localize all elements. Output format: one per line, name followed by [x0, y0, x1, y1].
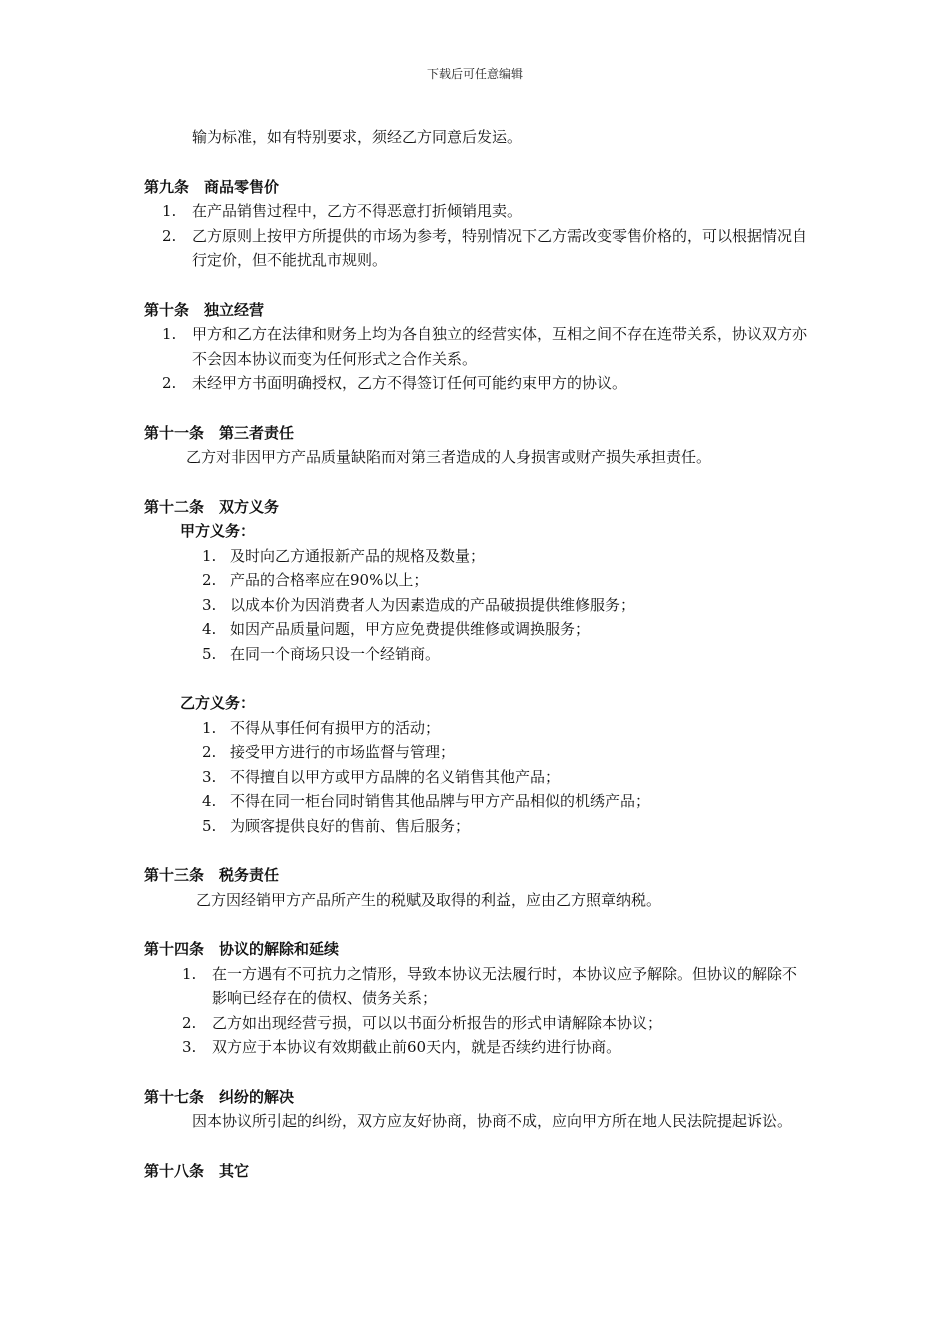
item-text: 乙方如出现经营亏损，可以以书面分析报告的形式申请解除本协议； [212, 1013, 663, 1032]
item-number: 1. [202, 718, 217, 737]
article-9-heading: 第九条 商品零售价 [144, 177, 280, 196]
item-number: 5. [202, 816, 217, 835]
item-text: 在产品销售过程中，乙方不得恶意打折倾销甩卖。 [192, 202, 523, 220]
item-number: 2. [162, 226, 177, 245]
item-number: 4. [202, 620, 217, 638]
item-number: 2. [202, 571, 217, 589]
item-text: 不得擅自以甲方或甲方品牌的名义销售其他产品； [230, 767, 561, 786]
item-text: 乙方原则上按甲方所提供的市场为参考，特别情况下乙方需改变零售价格的，可以根据情况自行定价，但不能扰乱市规则。 [192, 226, 808, 269]
item-number: 3. [202, 595, 217, 614]
article-11-heading: 第十一条 第三者责任 [144, 423, 295, 442]
item-number: 2. [182, 1013, 197, 1032]
item-text: 产品的合格率应在90%以上； [230, 571, 429, 589]
document-body [144, 125, 808, 1183]
article-14-heading: 第十四条 协议的解除和延续 [144, 940, 340, 958]
item-number: 1. [202, 546, 217, 565]
item-number: 5. [202, 644, 217, 663]
list-item [144, 716, 808, 741]
item-text: 及时向乙方通报新产品的规格及数量； [230, 546, 486, 565]
item-text: 以成本价为因消费者人为因素造成的产品破损提供维修服务； [230, 595, 636, 614]
list-item [144, 1035, 808, 1060]
list-item [144, 789, 808, 814]
list-item [144, 962, 808, 1011]
article-11-text: 乙方对非因甲方产品质量缺陷而对第三者造成的人身损害或财产损失承担责任。 [186, 448, 712, 466]
list-item [144, 740, 808, 765]
continuation-text: 输为标准，如有特别要求，须经乙方同意后发运。 [192, 128, 523, 146]
item-text: 在一方遇有不可抗力之情形，导致本协议无法履行时，本协议应予解除。但协议的解除不影响已经存在的债权、债务关系； [212, 964, 798, 1007]
article-12-heading: 第十二条 双方义务 [144, 497, 280, 516]
article-18-heading: 第十八条 其它 [144, 1161, 250, 1180]
list-item [144, 1011, 808, 1036]
item-text: 在同一个商场只设一个经销商。 [230, 644, 441, 663]
list-item [144, 765, 808, 790]
item-number: 1. [162, 202, 177, 220]
item-number: 4. [202, 792, 217, 810]
article-17-text: 因本协议所引起的纠纷，双方应友好协商，协商不成，应向甲方所在地人民法院提起诉讼。 [192, 1112, 793, 1130]
item-text: 为顾客提供良好的售前、售后服务； [230, 816, 471, 835]
list-item [144, 322, 808, 371]
item-number: 1. [182, 964, 197, 983]
list-item [144, 371, 808, 396]
list-item [144, 617, 808, 642]
spacer [144, 666, 808, 691]
item-text: 如因产品质量问题，甲方应免费提供维修或调换服务； [230, 620, 591, 638]
article-17-heading: 第十七条 纠纷的解决 [144, 1087, 295, 1106]
item-text: 不得从事任何有损甲方的活动； [230, 718, 441, 737]
list-item [144, 593, 808, 618]
list-item [144, 568, 808, 593]
list-item [144, 814, 808, 839]
list-item [144, 224, 808, 273]
item-text: 甲方和乙方在法律和财务上均为各自独立的经营实体，互相之间不存在连带关系，协议双方亦不会因本协议而变为任何形式之合作关系。 [192, 325, 808, 368]
item-text: 未经甲方书面明确授权，乙方不得签订任何可能约束甲方的协议。 [192, 374, 628, 392]
item-text: 双方应于本协议有效期截止前60天内，就是否续约进行协商。 [212, 1038, 622, 1056]
list-item [144, 642, 808, 667]
item-number: 1. [162, 325, 177, 343]
party-a-obligations-label: 甲方义务： [180, 522, 256, 540]
item-number: 3. [202, 767, 217, 786]
page-header: 下载后可任意编辑 [426, 67, 523, 81]
item-number: 2. [202, 743, 217, 761]
article-13-text: 乙方因经销甲方产品所产生的税赋及取得的利益，应由乙方照章纳税。 [196, 890, 662, 909]
list-item [144, 544, 808, 569]
item-number: 3. [182, 1038, 197, 1056]
article-10-heading: 第十条 独立经营 [144, 300, 265, 319]
list-item [144, 199, 808, 224]
article-13-heading: 第十三条 税务责任 [144, 866, 280, 884]
party-b-obligations-label: 乙方义务： [180, 694, 256, 712]
item-text: 接受甲方进行的市场监督与管理； [230, 743, 456, 761]
item-number: 2. [162, 374, 177, 392]
item-text: 不得在同一柜台同时销售其他品牌与甲方产品相似的机绣产品； [230, 792, 651, 810]
